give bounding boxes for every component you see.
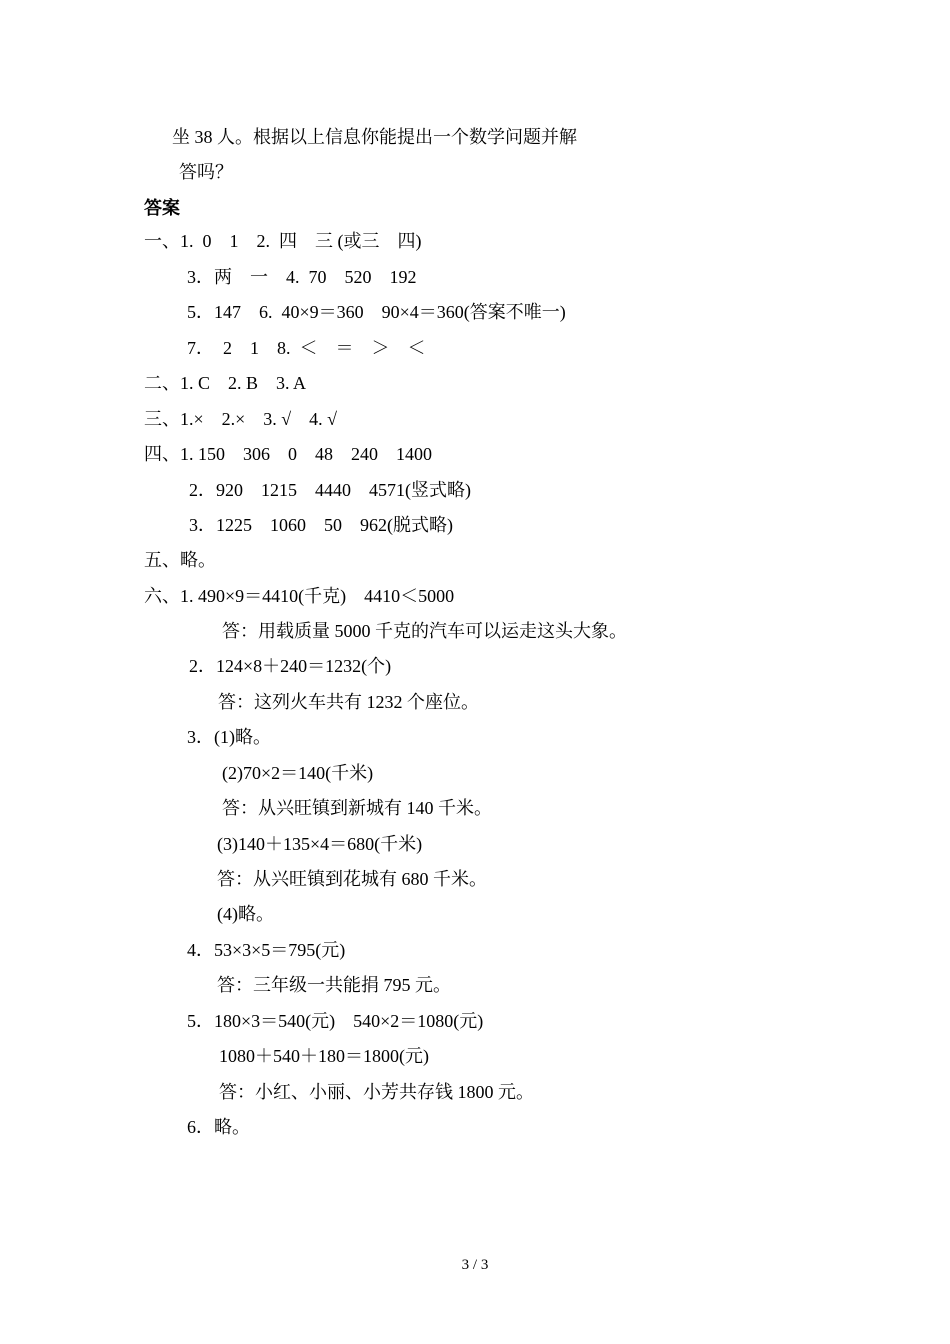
answer-line: 答：三年级一共能捐 795 元。 xyxy=(217,975,451,995)
answer-line: 答：从兴旺镇到花城有 680 千米。 xyxy=(217,869,487,889)
answer-line: (2)70×2＝140(千米) xyxy=(222,763,374,783)
answer-line: 答：从兴旺镇到新城有 140 千米。 xyxy=(222,798,492,818)
answer-line: 五、略。 xyxy=(144,550,216,570)
answer-line: 六、1. 490×9＝4410(千克) 4410＜5000 xyxy=(144,586,455,606)
answer-line: 答：这列火车共有 1232 个座位。 xyxy=(218,692,479,712)
answer-line: 5．147 6. 40×9＝360 90×4＝360(答案不唯一) xyxy=(187,302,566,322)
answer-line: 答：用载质量 5000 千克的汽车可以运走这头大象。 xyxy=(222,621,627,641)
question-text-line-1: 坐 38 人。根据以上信息你能提出一个数学问题并解 xyxy=(172,127,577,147)
answer-line: 7． 2 1 8. ＜ ＝ ＞ ＜ xyxy=(187,338,426,358)
answer-line: (4)略。 xyxy=(217,904,274,924)
answer-line: (3)140＋135×4＝680(千米) xyxy=(217,834,423,854)
answer-line: 答：小红、小丽、小芳共存钱 1800 元。 xyxy=(219,1082,534,1102)
answer-line: 2．920 1215 4440 4571(竖式略) xyxy=(189,480,471,500)
answer-line: 一、1. 0 1 2. 四 三 (或三 四) xyxy=(144,231,422,251)
answer-line: 4．53×3×5＝795(元) xyxy=(187,940,346,960)
answer-line: 3．1225 1060 50 962(脱式略) xyxy=(189,515,453,535)
answer-line: 3．(1)略。 xyxy=(187,727,271,747)
answer-line: 6．略。 xyxy=(187,1117,250,1137)
page-number: 3 / 3 xyxy=(461,1257,489,1273)
answer-line: 5．180×3＝540(元) 540×2＝1080(元) xyxy=(187,1011,484,1031)
answer-line: 二、1. C 2. B 3. A xyxy=(144,373,307,393)
answer-line: 2．124×8＋240＝1232(个) xyxy=(189,656,392,676)
answers-heading: 答案 xyxy=(144,198,180,218)
answer-line: 3．两 一 4. 70 520 192 xyxy=(187,267,417,287)
answer-line: 三、1.× 2.× 3. √ 4. √ xyxy=(144,409,338,429)
answer-line: 四、1. 150 306 0 48 240 1400 xyxy=(144,444,432,464)
question-text-line-2: 答吗？ xyxy=(179,162,233,182)
answer-line: 1080＋540＋180＝1800(元) xyxy=(219,1046,429,1066)
